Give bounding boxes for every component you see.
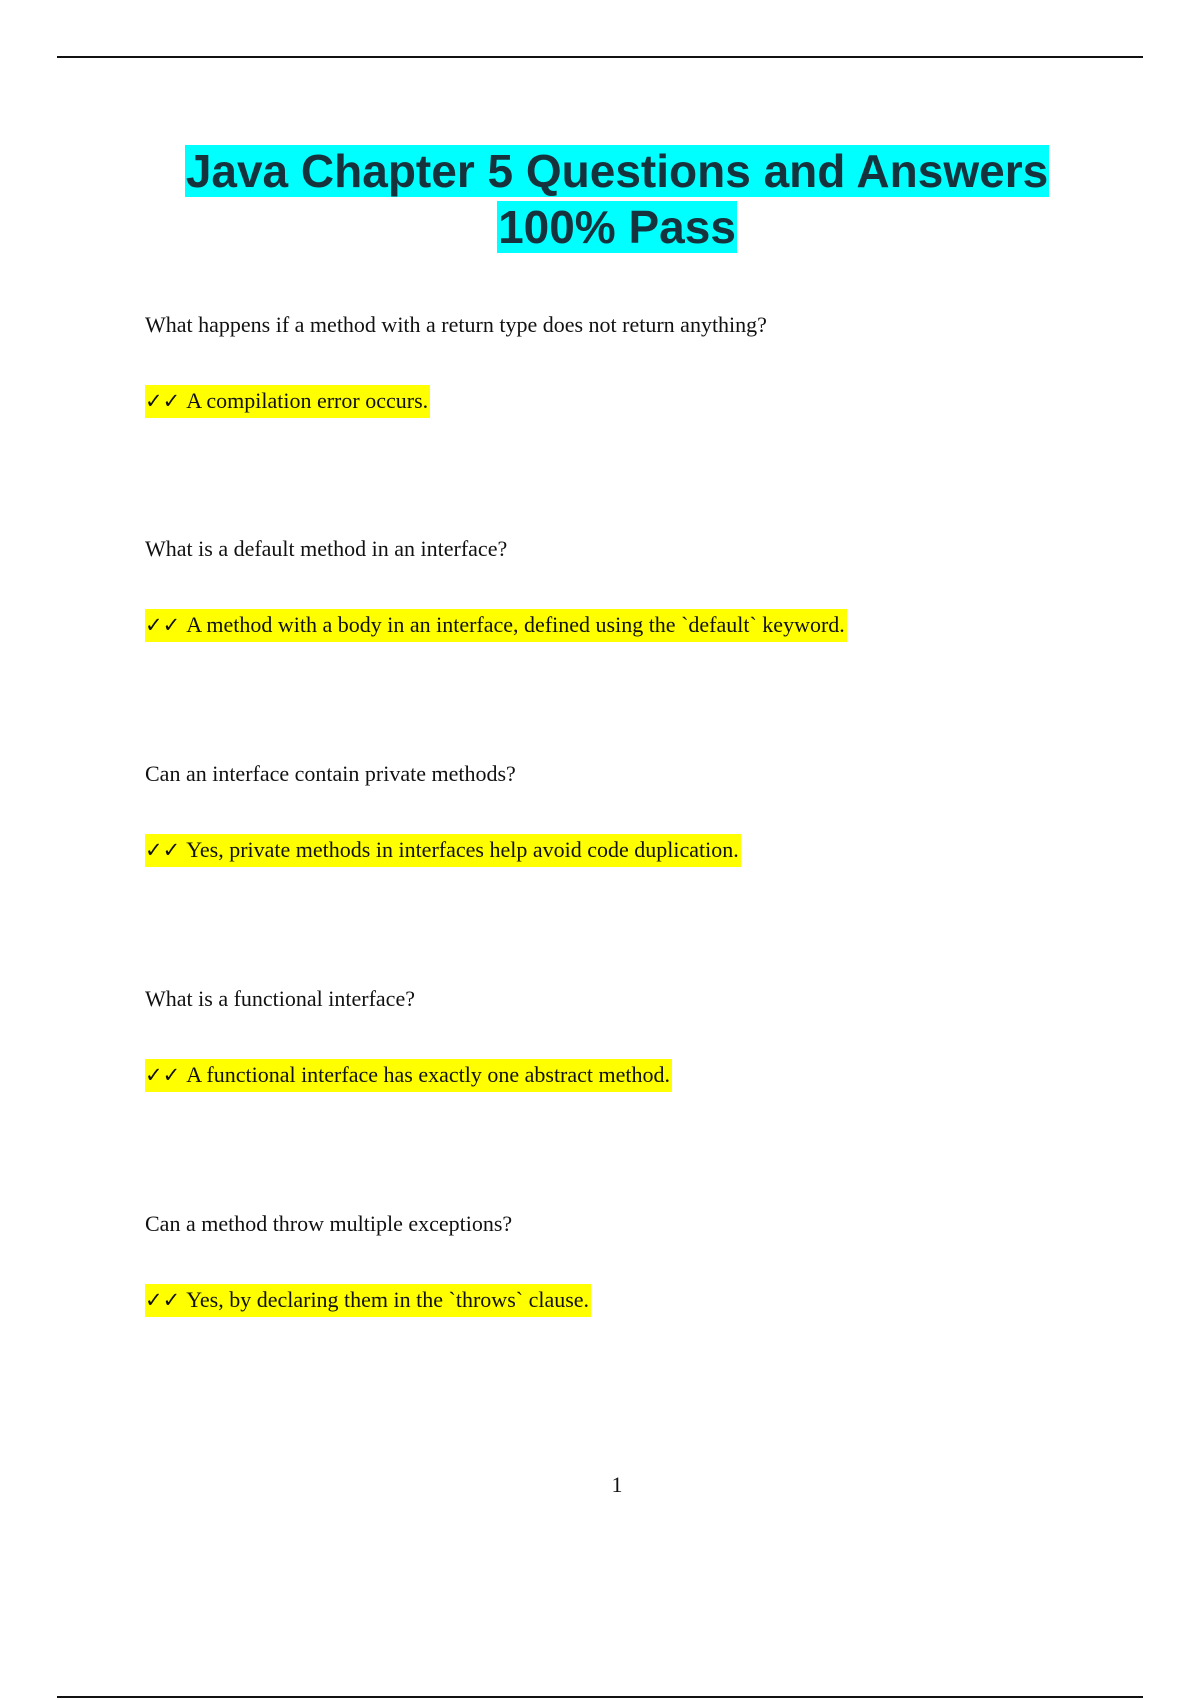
- answer-label: A functional interface has exactly one abstract method.: [186, 1062, 671, 1087]
- question-text: Can an interface contain private methods?: [145, 761, 516, 786]
- answer-text: [145, 1059, 672, 1092]
- qa-item: [145, 760, 1105, 862]
- double-check-icon: ✓✓: [145, 1288, 181, 1312]
- answer-text: [145, 385, 430, 418]
- qa-item: [145, 535, 1105, 637]
- qa-item: [145, 985, 1105, 1087]
- answer-text: [145, 609, 847, 642]
- double-check-icon: ✓✓: [145, 838, 181, 862]
- double-check-icon: ✓✓: [145, 389, 181, 413]
- footer-rule: [57, 1696, 1143, 1698]
- answer-text: [145, 1284, 591, 1317]
- title-line-2: 100% Pass: [498, 201, 736, 253]
- answer-label: A method with a body in an interface, defined using the `default` keyword.: [186, 612, 845, 637]
- double-check-icon: ✓✓: [145, 613, 181, 637]
- title-line-1: Java Chapter 5 Questions and Answers: [185, 145, 1049, 197]
- question-text: Can a method throw multiple exceptions?: [145, 1211, 513, 1236]
- qa-item: [145, 311, 1105, 413]
- document-title: [0, 143, 1200, 255]
- double-check-icon: ✓✓: [145, 1063, 181, 1087]
- answer-label: Yes, private methods in interfaces help avoid code duplication.: [186, 837, 739, 862]
- header-rule: [57, 56, 1143, 58]
- page-number: 1: [611, 1472, 623, 1497]
- answer-label: Yes, by declaring them in the `throws` clause.: [186, 1287, 590, 1312]
- question-text: What is a default method in an interface?: [145, 536, 508, 561]
- answer-text: [145, 834, 741, 867]
- question-text: What happens if a method with a return type does not return anything?: [145, 312, 767, 337]
- qa-item: [145, 1210, 1105, 1312]
- answer-label: A compilation error occurs.: [186, 388, 429, 413]
- question-text: What is a functional interface?: [145, 986, 415, 1011]
